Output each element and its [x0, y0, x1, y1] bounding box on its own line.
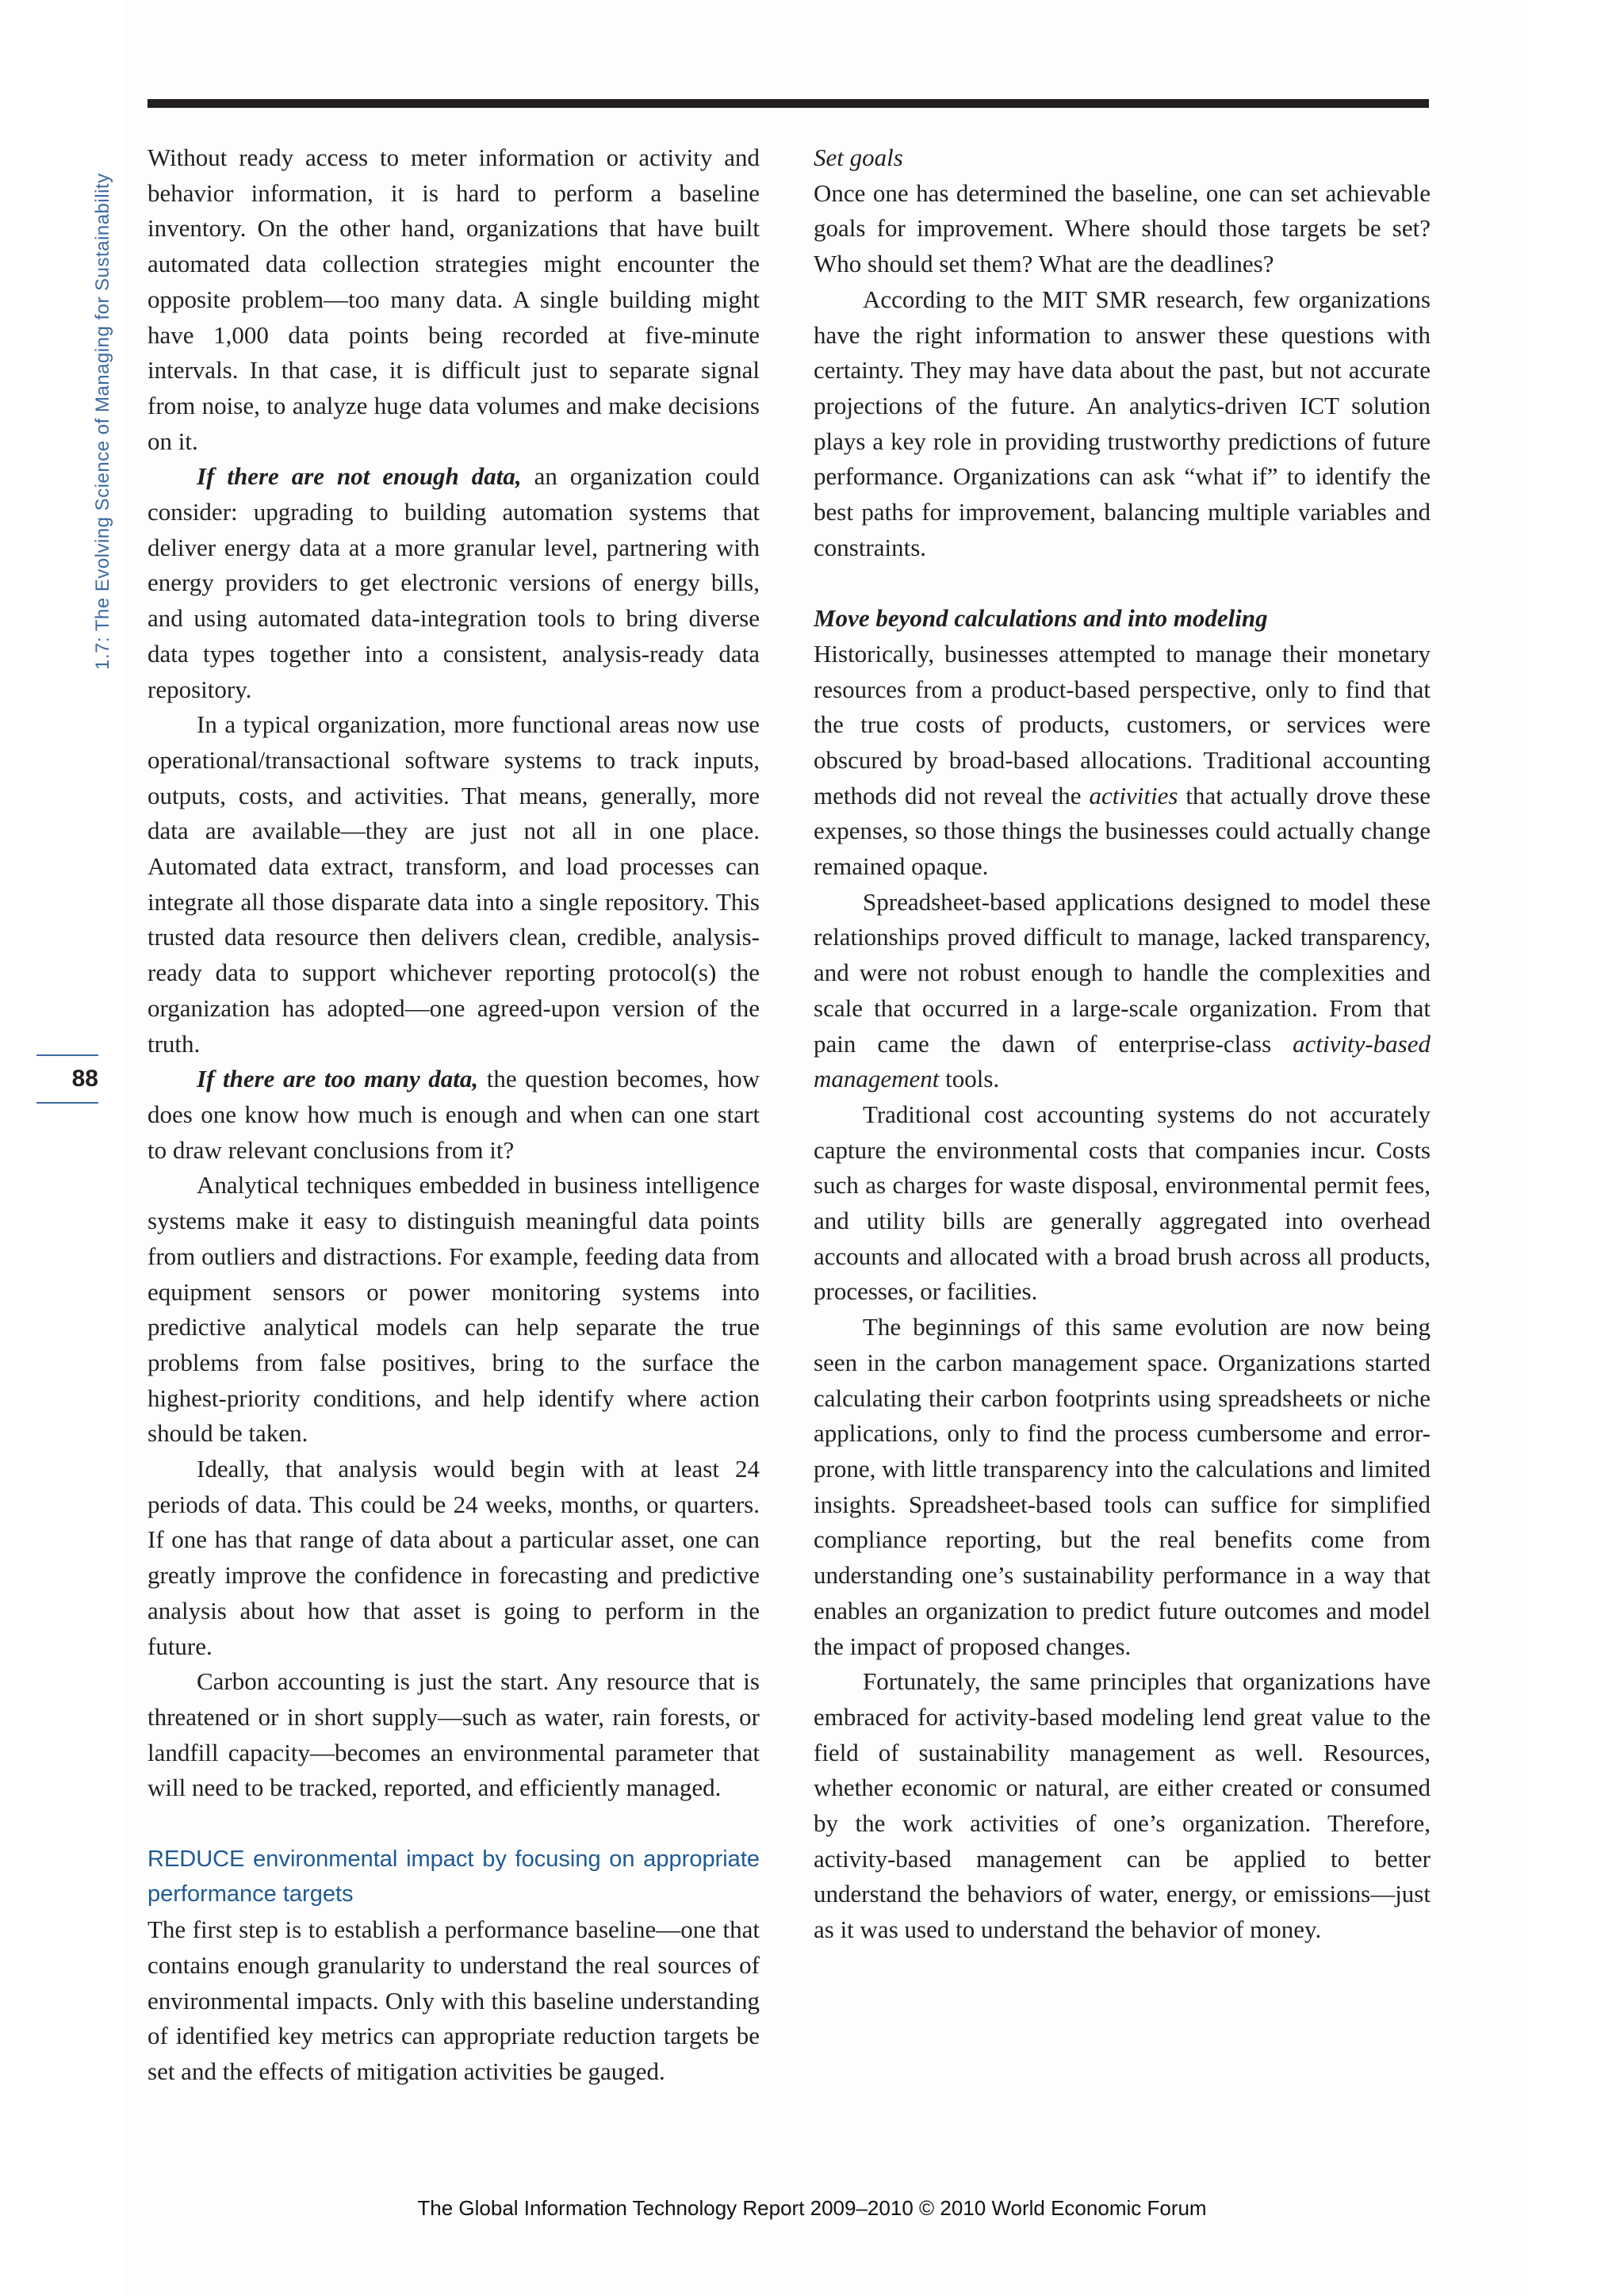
right-paragraph-3	[814, 637, 1431, 885]
right-paragraph-5: Traditional cost accounting systems do not accurately capture the environmental costs that companies incur. Costs such as charges for waste disposal, environmental permit fees, and utility bills are generally aggregated into overhead accounts and allocated with a broad brush across all products, processes, or facilities.	[814, 1100, 1431, 1306]
page-number-rule-bottom	[36, 1102, 98, 1104]
right-paragraph-3-text-b: that actually drove these expenses, so those things the businesses could actually change remained opaque.	[814, 781, 1431, 881]
right-paragraph-3-text-a: Historically, businesses attempted to manage their monetary resources from a product-based perspective, only to find that the true costs of products, customers, or services were obscured by broad-based allocations. Traditional accounting methods did not reveal the	[814, 639, 1431, 809]
page-number: 88	[71, 1066, 98, 1092]
right-paragraph-1: Once one has determined the baseline, one can set achievable goals for improvement. Where should those targets be set? Who should set them? What are the deadlines?	[814, 178, 1431, 278]
left-paragraph-3: In a typical organization, more functional areas now use operational/transactional software systems to track inputs, outputs, costs, and activities. That means, generally, more data are available—they are just not all in one place. Automated data extract, transform, and load processes can integrate all those disparate data into a single repository. This trusted data resource then delivers clean, credible, analysis-ready data to support whichever reporting protocol(s) the organization has adopted—one agreed-upon version of the truth.	[147, 710, 760, 1058]
left-paragraph-2	[147, 459, 760, 707]
right-paragraph-6: The beginnings of this same evolution are now being seen in the carbon management space. Organizations started calculating their carbon footprints using spreadsheets or niche applications, only to find the process cumbersome and error-prone, with little transparency into the calculations and limited insights. Spreadsheet-based tools can suffice for simplified compliance reporting, but the real benefits come from understanding one’s sustainability performance in a way that enables an organization to predict future outcomes and model the impact of proposed changes.	[814, 1313, 1431, 1660]
left-column	[147, 140, 760, 2090]
top-rule	[147, 99, 1429, 108]
section-gap	[147, 1806, 760, 1842]
page-number-block	[36, 1054, 98, 1104]
left-paragraph-7: Carbon accounting is just the start. Any resource that is threatened or in short supply—such as water, rain forests, or landfill capacity—becomes an environmental parameter that will need to be tracked, reported, and efficiently managed.	[147, 1667, 760, 1802]
left-paragraph-5: Analytical techniques embedded in business intelligence systems make it easy to distinguish meaningful data points from outliers and distractions. For example, feeding data from equipment sensors or power monitoring systems into predictive analytical models can help separate the true problems from false positives, bring to the surface the highest-priority conditions, and help identify where action should be taken.	[147, 1171, 760, 1448]
running-head: 1.7: The Evolving Science of Managing for Sustainability	[92, 173, 113, 670]
left-paragraph-8: The first step is to establish a performance baseline—one that contains enough granularity to understand the real sources of environmental impacts. Only with this baseline understanding of identified key metrics can appropriate reduction targets be set and the effects of mitigation activities be gauged.	[147, 1915, 760, 2085]
left-paragraph-4	[147, 1062, 760, 1168]
run-in-head-not-enough-data: If there are not enough data,	[197, 462, 522, 491]
subsection-gap	[814, 565, 1431, 601]
left-paragraph-1: Without ready access to meter information or activity and behavior information, it is hard to perform a baseline inventory. On the other hand, organizations that have built automated data collection strategies might encounter the opposite problem—too many data. A single building might have 1,000 data points being recorded at five-minute intervals. In that case, it is difficult just to separate signal from noise, to analyze huge data volumes and make decisions on it.	[147, 144, 760, 455]
emphasis-activity-based-management: activity-based management	[814, 1029, 1431, 1093]
right-paragraph-4-text-b: tools.	[939, 1065, 1000, 1093]
section-heading: REDUCE environmental impact by focusing on appropriate performance targets	[147, 1846, 760, 1908]
subhead-set-goals: Set goals	[814, 144, 903, 171]
right-paragraph-4-text-a: Spreadsheet-based applications designed to model these relationships proved difficult to manage, lacked transparency, and were not robust enough to handle the complexities and scale that occurred in a large-scale organization. From that pain came the dawn of enterprise-class	[814, 887, 1431, 1058]
right-paragraph-2: According to the MIT SMR research, few organizations have the right information to answer these questions with certainty. They may have data about the past, but not accurate projections of the future. An analytics-driven ICT solution plays a key role in providing trustworthy predictions of future performance. Organizations can ask “what if” to identify the best paths for improvement, balancing multiple variables and constraints.	[814, 285, 1431, 561]
right-paragraph-4	[814, 885, 1431, 1097]
footer-copyright: The Global Information Technology Report 2009–2010 © 2010 World Economic Forum	[417, 2196, 1207, 2220]
left-paragraph-4-text: the question becomes, how does one know how much is enough and when can one start to draw relevant conclusions from it?	[147, 1065, 760, 1164]
subhead-modeling: Move beyond calculations and into modeling	[814, 604, 1268, 633]
right-paragraph-7: Fortunately, the same principles that organizations have embraced for activity-based modeling lend great value to the field of sustainability management as well. Resources, whether economic or natural, are either created or consumed by the work activities of one’s organization. Therefore, activity-based management can be applied to better understand the behaviors of water, energy, or emissions—just as it was used to understand the behavior of money.	[814, 1667, 1431, 1944]
emphasis-activities: activities	[1089, 781, 1178, 809]
left-paragraph-6: Ideally, that analysis would begin with at least 24 periods of data. This could be 24 weeks, months, or quarters. If one has that range of data about a particular asset, one can greatly improve the confidence in forecasting and predictive analysis about how that asset is going to perform in the future.	[147, 1455, 760, 1660]
right-column	[814, 140, 1431, 1948]
left-paragraph-2-text: an organization could consider: upgrading to building automation systems that deliver energy data at a more granular level, partnering with energy providers to get electronic versions of energy bills, and using automated data-integration tools to bring diverse data types together into a consistent, analysis-ready data repository.	[147, 462, 760, 703]
run-in-head-too-many-data: If there are too many data,	[197, 1065, 479, 1093]
